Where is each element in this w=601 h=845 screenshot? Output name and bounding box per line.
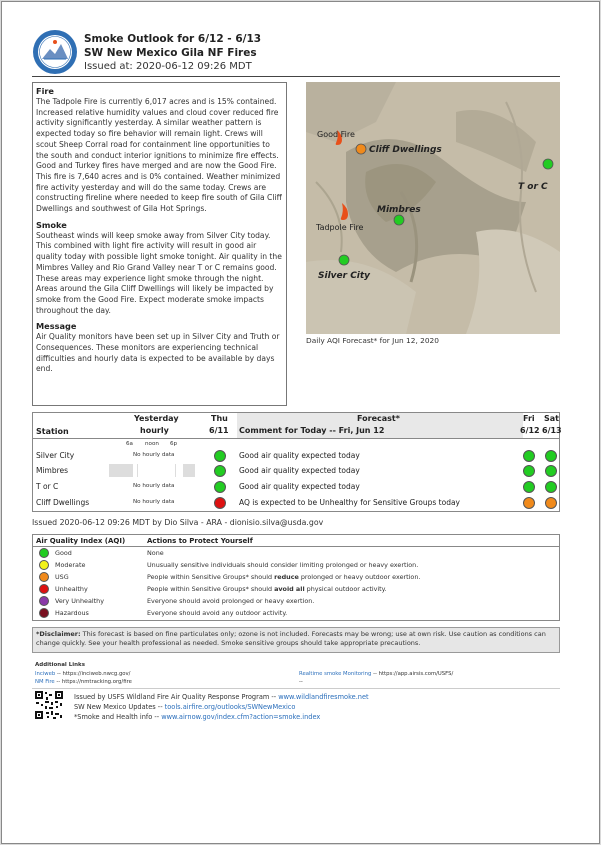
aqi-dot-hazardous (39, 608, 49, 618)
aqi-action-unhealthy (147, 585, 387, 593)
map-label-cliff-dwellings: Cliff Dwellings (369, 145, 442, 155)
link-realtime-monitoring[interactable]: Realtime smoke Monitoring (299, 671, 372, 677)
aqi-action-text: None (147, 549, 164, 557)
aqi-action-text: People within Sensitive Groups* should (147, 585, 275, 593)
station-t-or-c: T or C (36, 482, 59, 491)
map-label-tadpole-fire: Tadpole Fire (316, 223, 364, 232)
aqi-level-very-unhealthy: Very Unhealthy (55, 597, 104, 605)
map-marker-silver-city[interactable] (339, 255, 349, 265)
header-divider (32, 76, 560, 77)
aqi-action-text: Unusually sensitive individuals should consider limiting prolonged or heavy exertion. (147, 561, 419, 569)
aqi-forecast-map[interactable] (306, 82, 560, 334)
footer-updates: SW New Mexico Updates -- (74, 703, 165, 711)
footer-line-2 (74, 703, 295, 711)
aqi-dot-usg (39, 572, 49, 582)
aqi-level-good: Good (55, 549, 72, 557)
aqi-legend (32, 534, 560, 621)
link-realtime-url: -- https://app.airsis.com/USFS/ (373, 671, 454, 677)
comment-cliff-dwellings: AQ is expected to be Unhealthy for Sensitive Groups today (239, 498, 460, 507)
col-thu: Thu (211, 414, 228, 423)
hourly-bar (175, 464, 176, 477)
col-station: Station (36, 427, 69, 436)
map-label-good-fire: Good Fire (317, 130, 355, 139)
fire-heading: Fire (36, 86, 54, 96)
sat-dot-t-or-c (545, 481, 557, 493)
col-yesterday: Yesterday (134, 414, 179, 423)
link-nmfire[interactable]: NM Fire (35, 679, 55, 685)
aqi-action-good (147, 549, 164, 557)
link-outlooks[interactable]: tools.airfire.org/outlooks/SWNewMexico (164, 703, 296, 711)
aqi-action-text: Everyone should avoid prolonged or heavy exertion. (147, 597, 315, 605)
aqi-action-hazardous (147, 609, 287, 617)
aqi-level-usg: USG (55, 573, 69, 581)
map-label-t-or-c: T or C (518, 182, 548, 192)
hourly-silver-city: No hourly data (133, 452, 175, 458)
comment-silver-city: Good air quality expected today (239, 451, 360, 460)
fri-dot-t-or-c (523, 481, 535, 493)
link-realtime-extra: -- (299, 679, 303, 685)
additional-links-heading: Additional Links (35, 662, 85, 668)
page-title: Smoke Outlook for 6/12 - 6/13 (84, 33, 262, 45)
thu-dot-mimbres (214, 465, 226, 477)
col-sat-date: 6/13 (542, 426, 562, 435)
program-logo (32, 29, 78, 75)
links-divider (32, 688, 560, 689)
col-hourly: hourly (140, 426, 169, 435)
issued-timestamp: Issued at: 2020-06-12 09:26 MDT (84, 61, 252, 72)
aqi-dot-unhealthy (39, 584, 49, 594)
fri-dot-cliff-dwellings (523, 497, 535, 509)
aqi-col-index: Air Quality Index (AQI) (36, 537, 126, 545)
hourly-bar (183, 464, 195, 477)
aqi-level-unhealthy: Unhealthy (55, 585, 88, 593)
aqi-dot-very-unhealthy (39, 596, 49, 606)
aqi-action-text: Everyone should avoid any outdoor activity. (147, 609, 288, 617)
sat-dot-silver-city (545, 450, 557, 462)
aqi-action-usg (147, 573, 420, 581)
time-noon: noon (145, 441, 159, 447)
map-marker-mimbres[interactable] (394, 215, 404, 225)
comment-mimbres: Good air quality expected today (239, 466, 360, 475)
footer-line-3 (74, 713, 320, 721)
hourly-t-or-c: No hourly data (133, 483, 175, 489)
thu-dot-cliff-dwellings (214, 497, 226, 509)
sat-dot-cliff-dwellings (545, 497, 557, 509)
thu-dot-silver-city (214, 450, 226, 462)
hourly-bar (137, 464, 138, 477)
map-marker-t-or-c[interactable] (543, 159, 553, 169)
narrative-panel (32, 82, 287, 406)
aqi-dot-moderate (39, 560, 49, 570)
time-6p: 6p (170, 441, 178, 447)
disclaimer-label: *Disclaimer: (36, 630, 81, 638)
message-text: Air Quality monitors have been set up in Silver City and Truth or Consequences. These monitors are experiencing technical difficulties and hourly data is expected to be available by days end. (36, 332, 280, 374)
message-heading: Message (36, 321, 77, 332)
station-cliff-dwellings: Cliff Dwellings (36, 498, 90, 507)
fire-text: The Tadpole Fire is currently 6,017 acres and is 15% contained. Increased relative humidity values and cloud cover reduced fire activity significantly yesterday. A similar weather pattern is expected today so fire behavior will remain light. Crews will scout Sheep Corral road for containment line opportunities to the south and conduct interior ignitions to minimize fire effects. Good and Turkey fires have merged and are now the Good Fire. This fire is 7,640 acres and is 0% contained. Weather minimized fire activity yesterday and will do the same today. Crews are constructing fireline where needed to keep fire south of Gila Cliff Dwellings and southwest of Gila Hot Springs. (36, 97, 282, 214)
aqi-action-moderate (147, 561, 418, 569)
link-realtime-row (299, 671, 453, 677)
link-inciweb-row (35, 671, 130, 677)
aqi-col-actions: Actions to Protect Yourself (147, 537, 253, 545)
forecast-table (32, 412, 560, 512)
link-inciweb-url: -- https://inciweb.nwcg.gov/ (56, 671, 131, 677)
col-thu-date: 6/11 (209, 426, 229, 435)
hourly-bars-mimbres (109, 464, 195, 477)
disclaimer-text: This forecast is based on fine particulates only; ozone is not included. Forecasts may be wrong; use at own risk. Use caution as conditions can change quickly. See your health professional as needed. Smoke sensitive groups should take appropriate precautions. (36, 630, 546, 647)
aqi-action-emphasis: avoid all (274, 585, 305, 593)
map-label-silver-city: Silver City (318, 271, 371, 281)
aqi-level-hazardous: Hazardous (55, 609, 89, 617)
aqi-level-moderate: Moderate (55, 561, 86, 569)
footer-issued-by: Issued by USFS Wildland Fire Air Quality Response Program -- (74, 693, 279, 701)
aqi-action-emphasis: reduce (274, 573, 299, 581)
comment-t-or-c: Good air quality expected today (239, 482, 360, 491)
link-wildland-fire-smoke[interactable]: www.wildlandfiresmoke.net (278, 693, 369, 701)
station-silver-city: Silver City (36, 451, 75, 460)
smoke-heading: Smoke (36, 219, 67, 230)
footer-health-info: *Smoke and Health info -- (74, 713, 162, 721)
aqi-action-text: physical outdoor activity. (304, 585, 387, 593)
sat-dot-mimbres (545, 465, 557, 477)
aqi-header-rule (33, 546, 559, 547)
fri-dot-mimbres (523, 465, 535, 477)
link-airnow[interactable]: www.airnow.gov/index.cfm?action=smoke.index (161, 713, 321, 721)
hourly-cliff-dwellings: No hourly data (133, 499, 175, 505)
aqi-action-text: prolonged or heavy outdoor exertion. (298, 573, 421, 581)
map-marker-cliff-dwellings[interactable] (356, 144, 366, 154)
col-forecast: Forecast* (357, 414, 400, 423)
qr-code-icon[interactable] (35, 691, 63, 719)
footer-line-1 (74, 693, 369, 701)
page-subtitle: SW New Mexico Gila NF Fires (84, 47, 257, 59)
map-caption: Daily AQI Forecast* for Jun 12, 2020 (306, 336, 439, 345)
link-inciweb[interactable]: Inciweb (35, 671, 56, 677)
link-nmfire-row (35, 679, 132, 685)
aqi-action-text: People within Sensitive Groups* should (147, 573, 275, 581)
link-nmfire-url: -- https://nmtracking.org/fire (56, 679, 132, 685)
issued-by: Issued 2020-06-12 09:26 MDT by Dio Silva - ARA - dionisio.silva@usda.gov (32, 518, 324, 527)
col-fri: Fri (523, 414, 535, 423)
aqi-dot-good (39, 548, 49, 558)
header-rule (33, 438, 559, 439)
col-fri-date: 6/12 (520, 426, 540, 435)
disclaimer (32, 627, 560, 653)
hourly-bar (109, 464, 133, 477)
aqi-action-very-unhealthy (147, 597, 314, 605)
col-sat: Sat (544, 414, 559, 423)
station-mimbres: Mimbres (36, 466, 69, 475)
page (1, 1, 600, 844)
smoke-text: Southeast winds will keep smoke away from Silver City today. This combined with light fire activity will result in good air quality today with possible light smoke tonight. Air quality in the Mimbres Valley and Rio Grand Valley near T or C remains good. These areas may experience light smoke through the night. Areas around the Gila Cliff Dwellings will likely be impacted by smoke from the Good Fire. Expect moderate smoke impacts throughout the day. (36, 230, 282, 315)
time-6a: 6a (126, 441, 133, 447)
map-label-mimbres: Mimbres (377, 205, 421, 215)
thu-dot-t-or-c (214, 481, 226, 493)
col-comment: Comment for Today -- Fri, Jun 12 (239, 426, 385, 435)
fri-dot-silver-city (523, 450, 535, 462)
